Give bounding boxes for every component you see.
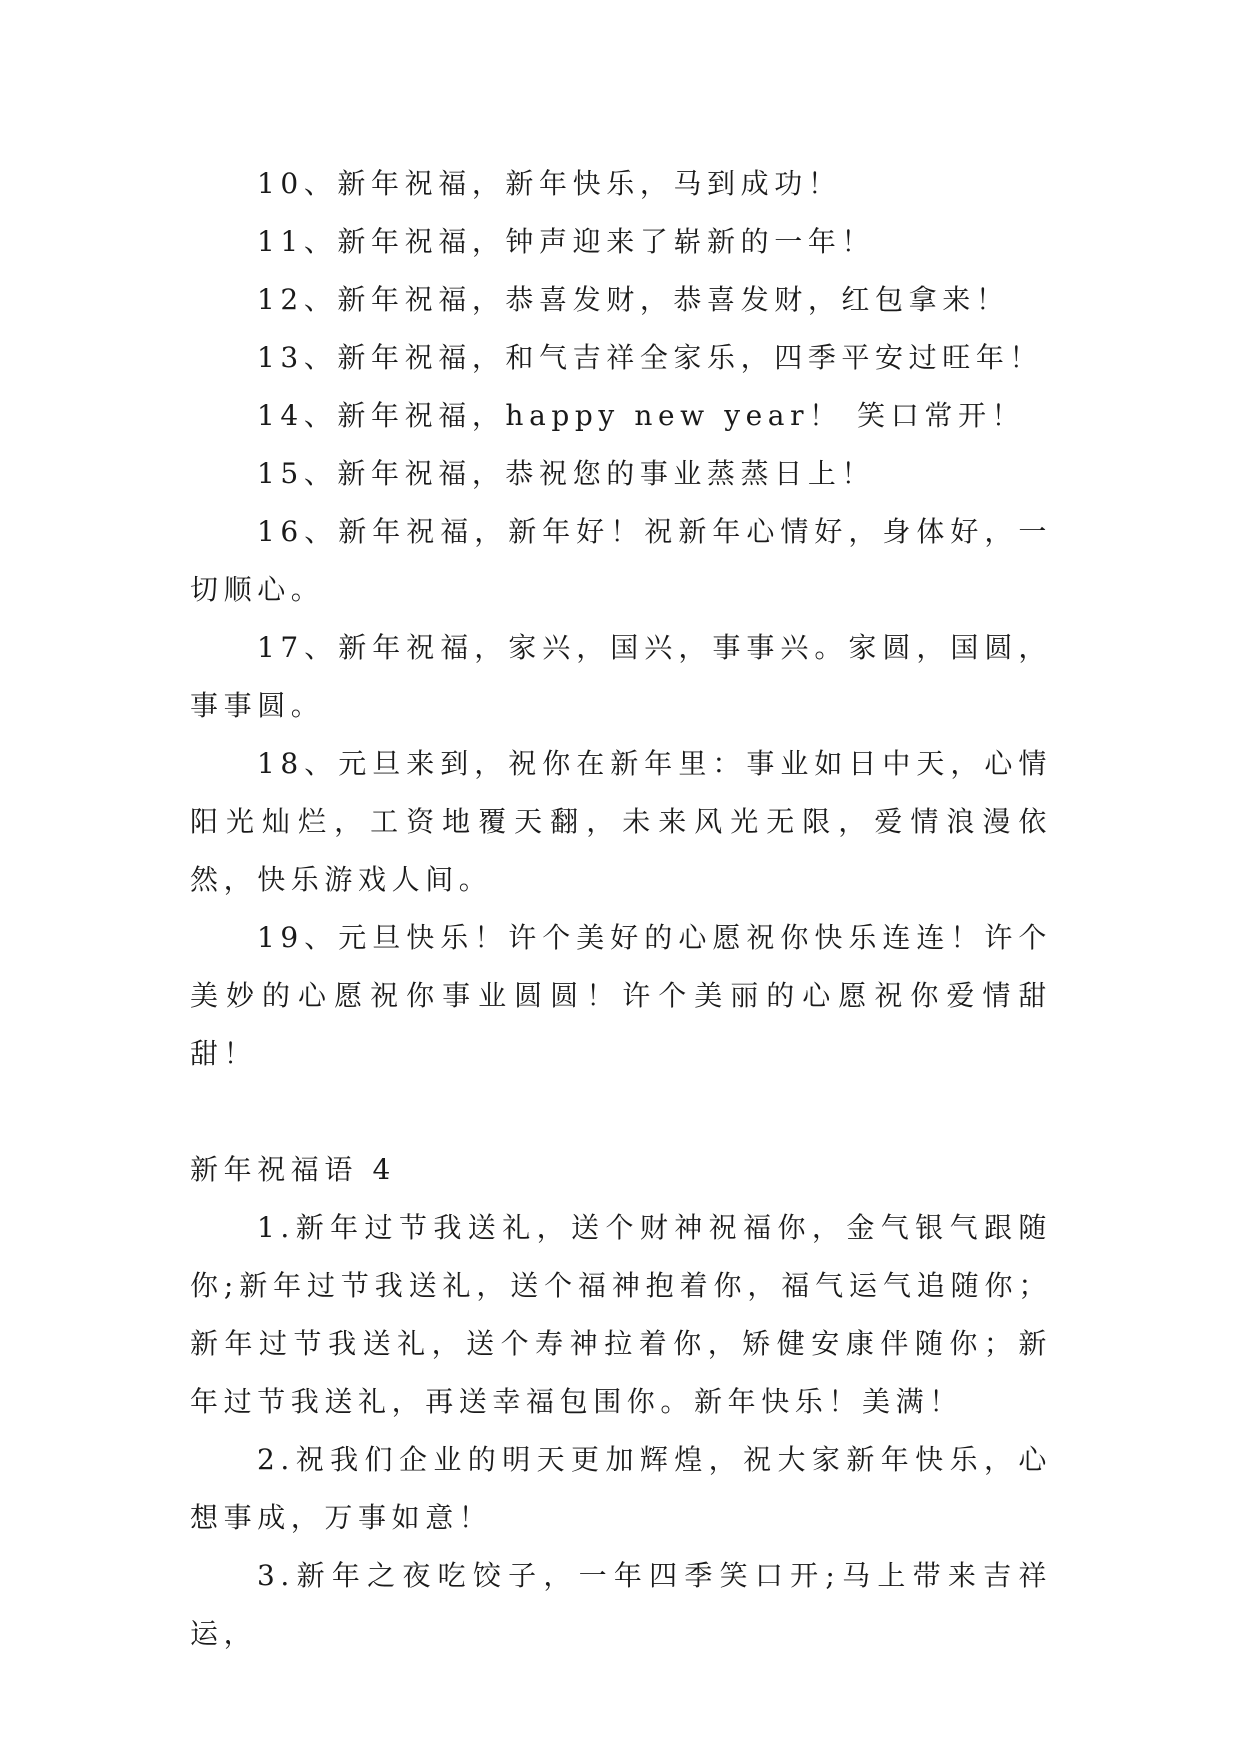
section-item-1: 1.新年过节我送礼，送个财神祝福你，金气银气跟随你;新年过节我送礼，送个福神抱着你，福气运气追随你；新年过节我送礼，送个寿神拉着你，矫健安康伴随你；新年过节我送礼，再送幸福包围你。新年快乐！美满！ (190, 1211, 1052, 1418)
greeting-item-14: 14、新年祝福，happy new year！ 笑口常开！ (257, 399, 1026, 432)
section-item-2: 2.祝我们企业的明天更加辉煌，祝大家新年快乐，心想事成，万事如意！ (190, 1443, 1052, 1534)
greeting-item-10: 10、新年祝福，新年快乐，马到成功！ (257, 167, 842, 200)
greeting-item-17: 17、新年祝福，家兴，国兴，事事兴。家圆，国圆，事事圆。 (190, 631, 1052, 722)
section-item-3: 3.新年之夜吃饺子，一年四季笑口开;马上带来吉祥运， (190, 1559, 1052, 1650)
greeting-item-16: 16、新年祝福，新年好！祝新年心情好，身体好，一切顺心。 (190, 515, 1052, 606)
greeting-item-19: 19、元旦快乐！许个美好的心愿祝你快乐连连！许个美妙的心愿祝你事业圆圆！许个美丽的心愿祝你爱情甜甜！ (190, 921, 1052, 1070)
greeting-item-18: 18、元旦来到，祝你在新年里：事业如日中天，心情阳光灿烂，工资地覆天翻，未来风光无限，爱情浪漫依然，快乐游戏人间。 (190, 747, 1052, 896)
document-page (190, 155, 1052, 1663)
greeting-item-11: 11、新年祝福，钟声迎来了崭新的一年！ (257, 225, 876, 258)
section-heading: 新年祝福语 4 (190, 1153, 396, 1186)
greeting-item-13: 13、新年祝福，和气吉祥全家乐，四季平安过旺年！ (257, 341, 1044, 374)
greeting-item-12: 12、新年祝福，恭喜发财，恭喜发财，红包拿来！ (257, 283, 1010, 316)
greeting-item-15: 15、新年祝福，恭祝您的事业蒸蒸日上！ (257, 457, 876, 490)
